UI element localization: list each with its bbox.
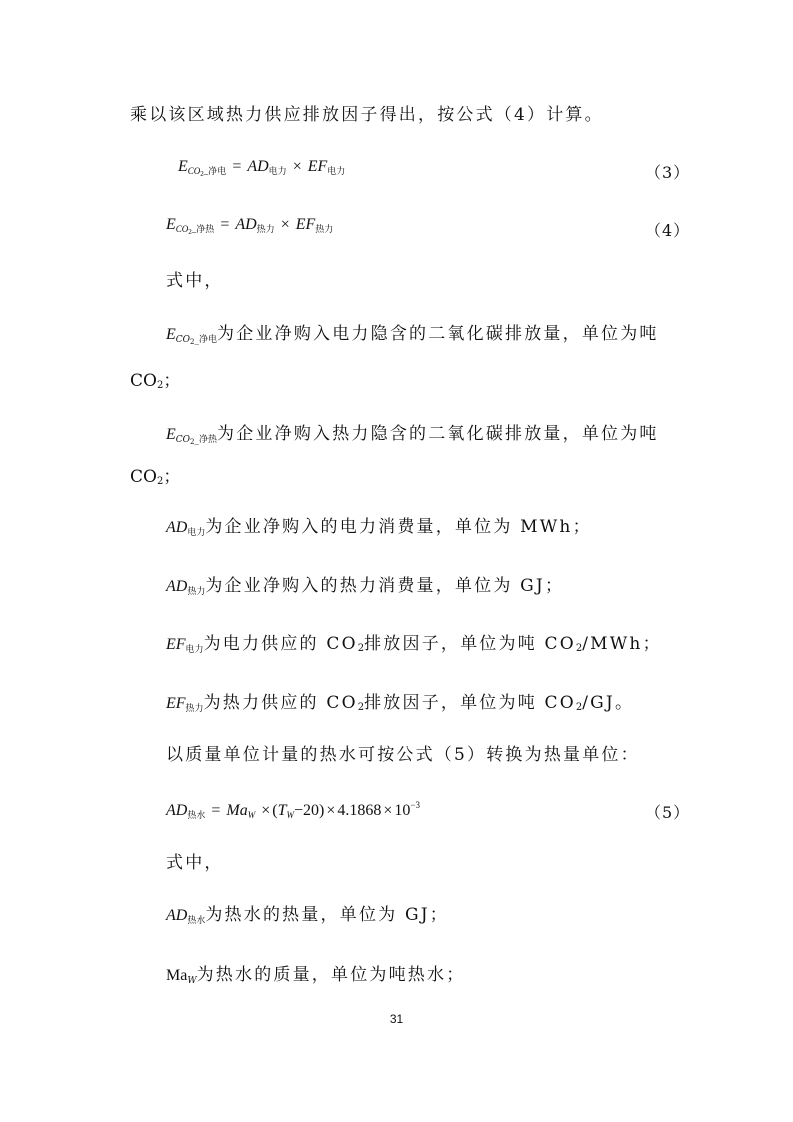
where-label-2: 式中， — [166, 853, 224, 873]
definition-ma-w: $Ma_W$为热水的质量，单位为吨热水； — [166, 965, 466, 986]
equation-5: $AD_{热水} = Ma_W \times (T_W-20) \times 4.1868 \times 10^{-3}$ — [166, 800, 420, 820]
definition-e-net-electricity-cont: CO2； — [130, 371, 181, 391]
hot-water-intro: 以质量单位计量的热水可按公式（5）转换为热量单位： — [166, 745, 640, 765]
definition-ef-electricity: $EF_{电力}$为电力供应的 CO2排放因子，单位为吨 CO2/MWh； — [166, 634, 662, 655]
where-label-1: 式中， — [166, 271, 224, 291]
page-number: 31 — [389, 1012, 404, 1026]
equation-3: $E_{CO_2\_净电} = AD_{电力} \times EF_{电力}$ — [178, 158, 346, 178]
definition-e-net-electricity: $E_{CO_2\_净电}$为企业净购入电力隐含的二氧化碳排放量，单位为吨 — [166, 324, 659, 346]
definition-ad-hot-water: $AD_{热水}$为热水的热量，单位为 GJ； — [166, 905, 449, 926]
definition-ad-heat: $AD_{热力}$为企业净购入的热力消费量，单位为 GJ； — [166, 576, 565, 597]
equation-3-number: （3） — [645, 163, 691, 182]
equation-5-number: （5） — [645, 803, 691, 822]
definition-ad-electricity: $AD_{电力}$为企业净购入的电力消费量，单位为 MWh； — [166, 517, 592, 538]
definition-e-net-heat: $E_{CO_2\_净热}$为企业净购入热力隐含的二氧化碳排放量，单位为吨 — [166, 424, 659, 446]
intro-paragraph: 乘以该区域热力供应排放因子得出，按公式（4）计算。 — [130, 105, 604, 125]
equation-4: $E_{CO_2\_净热} = AD_{热力} \times EF_{热力}$ — [166, 216, 334, 236]
definition-e-net-heat-cont: CO2； — [130, 467, 181, 487]
definition-ef-heat: $EF_{热力}$为热力供应的 CO2排放因子，单位为吨 CO2/GJ。 — [166, 693, 635, 714]
equation-4-number: （4） — [645, 221, 691, 240]
